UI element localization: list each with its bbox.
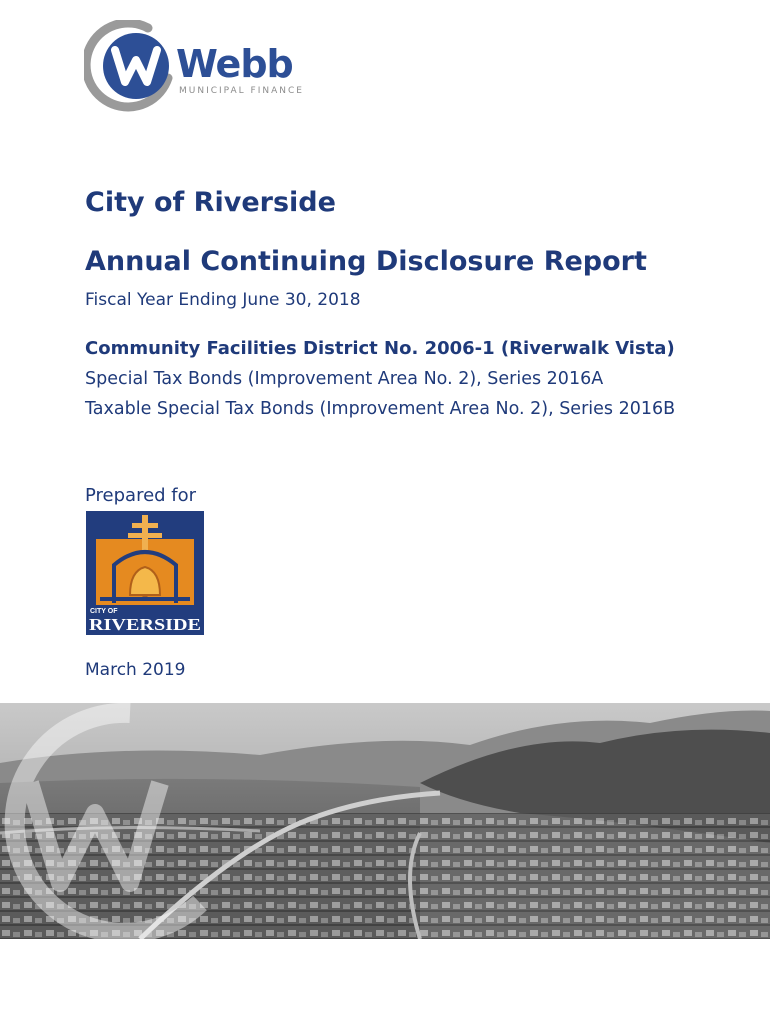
report-date: March 2019 bbox=[85, 660, 186, 680]
seal-line2: RIVERSIDE bbox=[89, 615, 201, 634]
bond-series-b: Taxable Special Tax Bonds (Improvement Area No. 2), Series 2016B bbox=[85, 399, 676, 419]
district-name: Community Facilities District No. 2006-1 (Riverwalk Vista) bbox=[85, 338, 675, 359]
report-title: Annual Continuing Disclosure Report bbox=[85, 246, 647, 277]
bond-series-a: Special Tax Bonds (Improvement Area No. 2), Series 2016A bbox=[85, 369, 604, 389]
seal-line1: CITY OF bbox=[90, 608, 118, 615]
logo-wordmark: Webb bbox=[176, 42, 293, 86]
aerial-photo bbox=[0, 703, 770, 939]
fiscal-year: Fiscal Year Ending June 30, 2018 bbox=[85, 290, 361, 310]
city-title: City of Riverside bbox=[85, 187, 336, 218]
logo-subtitle: MUNICIPAL FINANCE bbox=[179, 86, 304, 96]
webb-logo bbox=[84, 20, 314, 112]
prepared-for-label: Prepared for bbox=[85, 485, 197, 506]
city-of-riverside-seal bbox=[86, 511, 204, 635]
webb-w-icon bbox=[84, 20, 176, 112]
